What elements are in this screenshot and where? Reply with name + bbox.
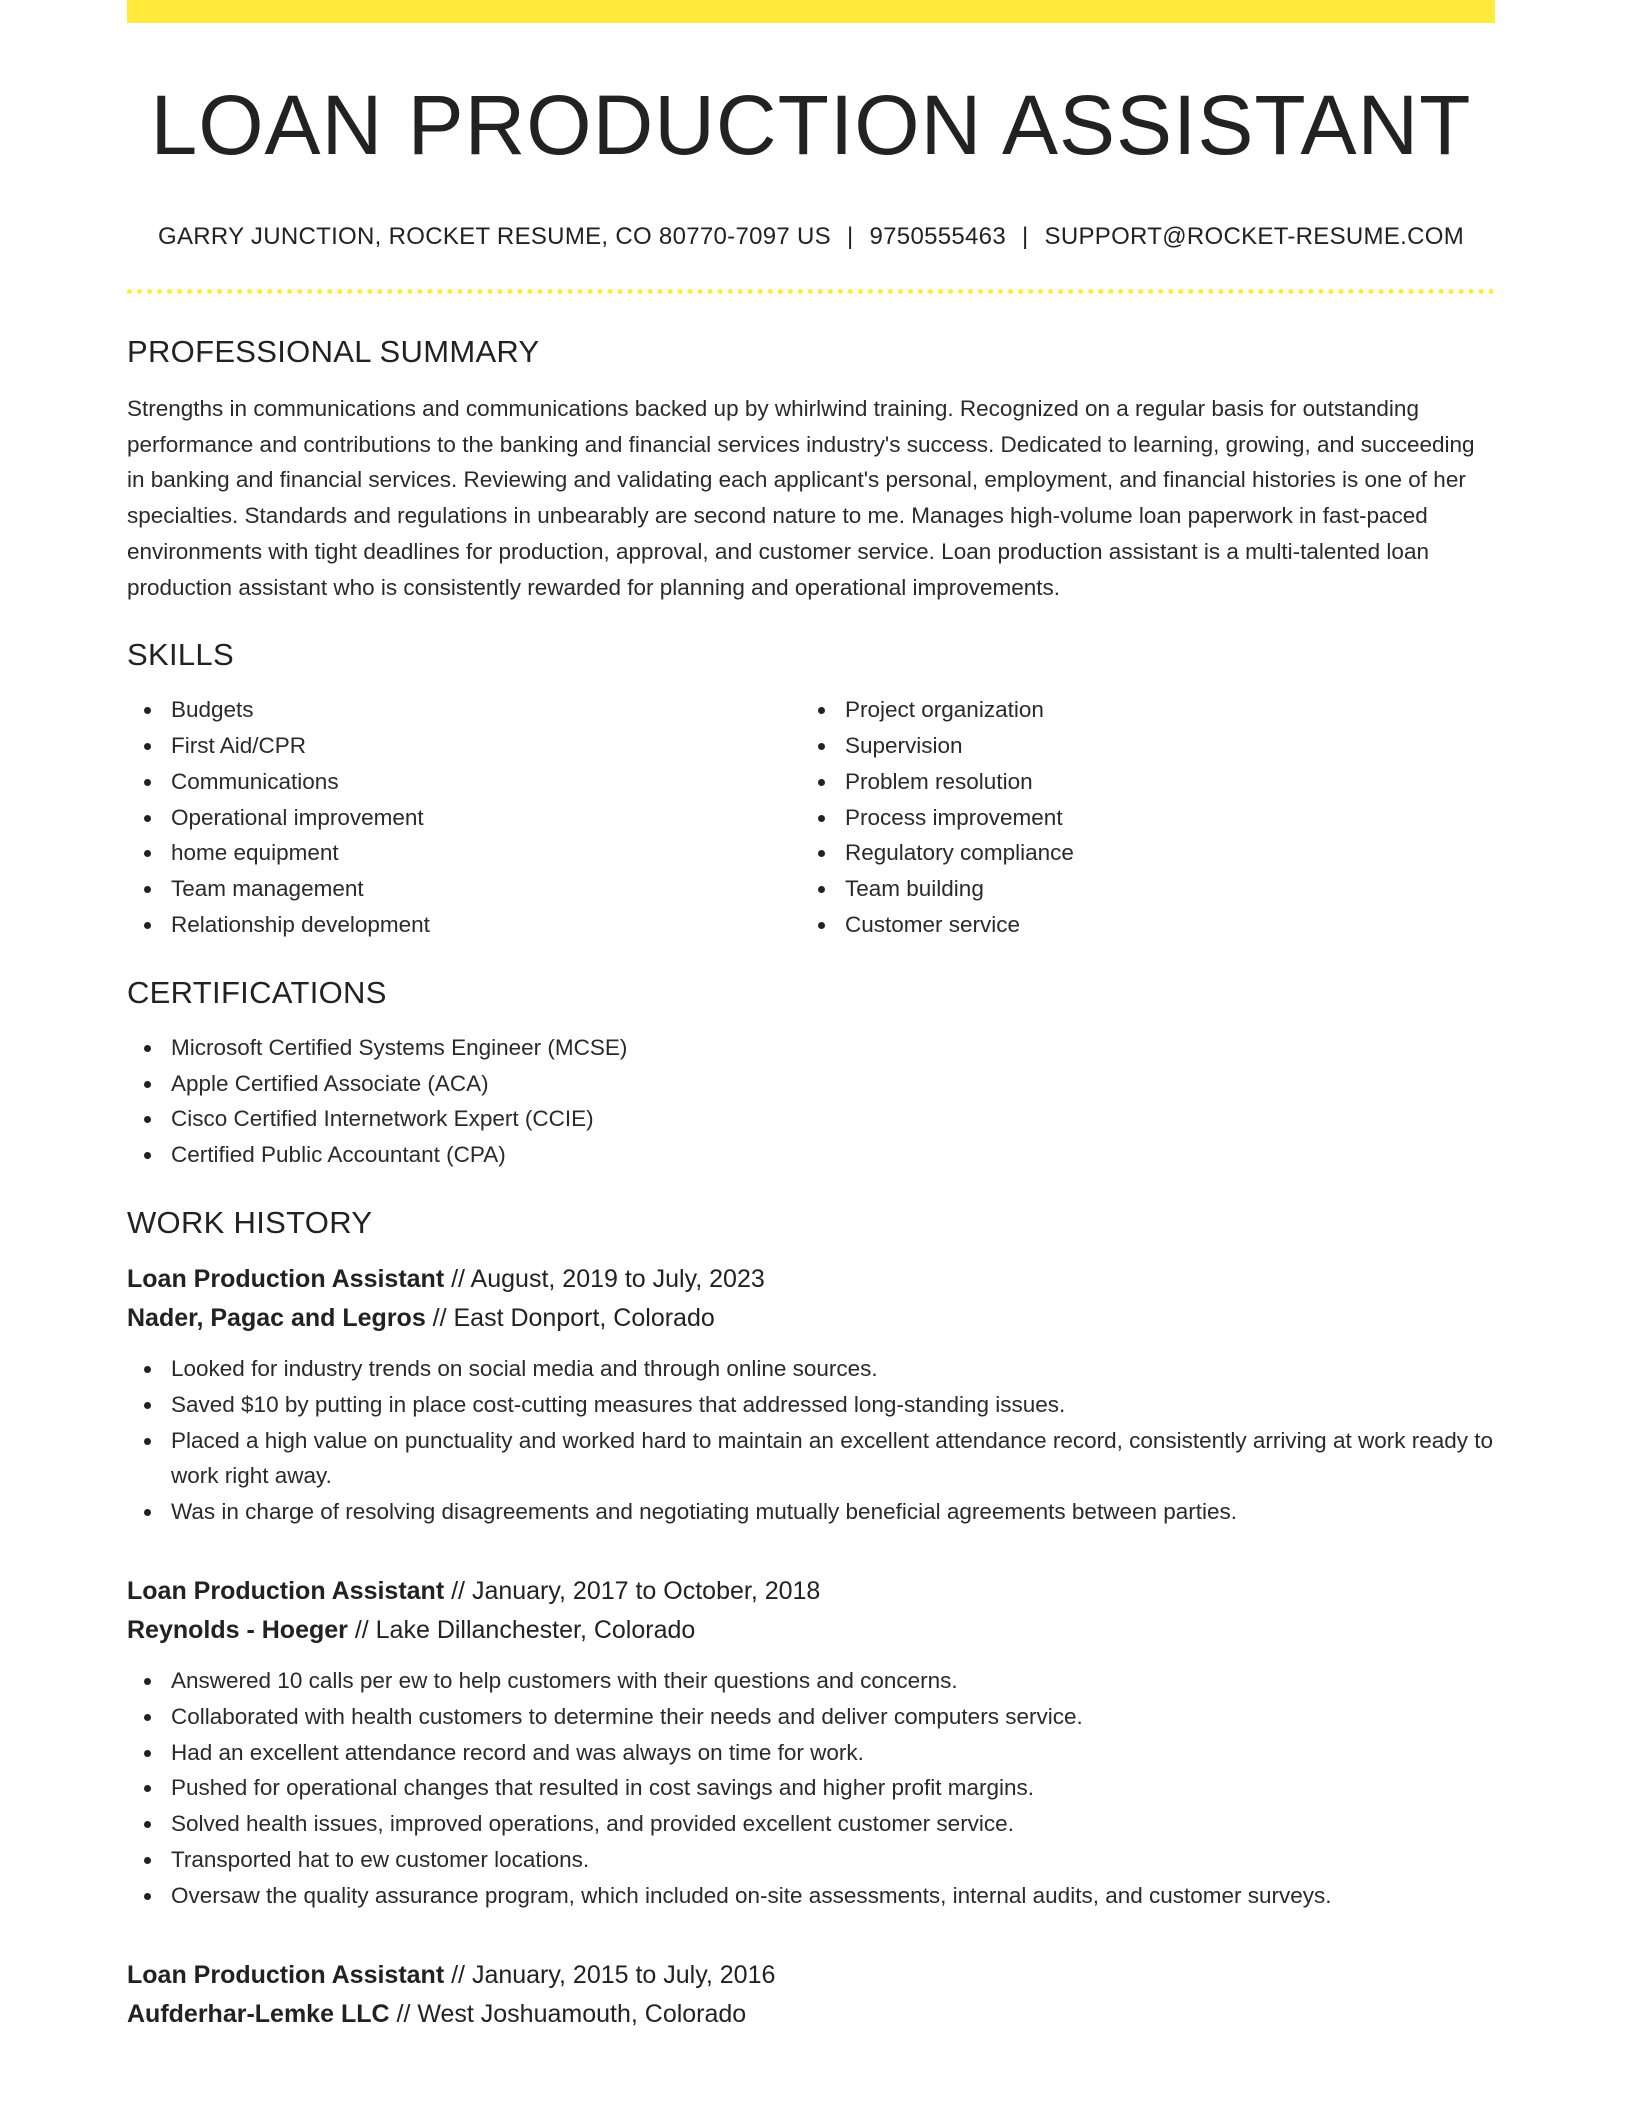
work-history-section (127, 1204, 1495, 2034)
job-bullet: Collaborated with health customers to determine their needs and deliver computers service. (127, 1699, 1495, 1735)
skill-item: Problem resolution (801, 764, 1475, 800)
skill-item: First Aid/CPR (127, 728, 801, 764)
job-bullet: Looked for industry trends on social media and through online sources. (127, 1351, 1495, 1387)
skill-item: Budgets (127, 692, 801, 728)
certification-item: Cisco Certified Internetwork Expert (CCIE) (127, 1101, 1495, 1137)
certification-item: Apple Certified Associate (ACA) (127, 1066, 1495, 1102)
contact-separator: | (846, 223, 854, 250)
job-bullet: Answered 10 calls per ew to help customers with their questions and concerns. (127, 1663, 1495, 1699)
skills-list-right (801, 692, 1475, 943)
page-title: LOAN PRODUCTION ASSISTANT (150, 78, 1472, 172)
job-location: // East Donport, Colorado (425, 1303, 715, 1332)
section-heading-skills: SKILLS (127, 637, 234, 673)
job-location: // West Joshuamouth, Colorado (389, 1999, 747, 2028)
job-title: Loan Production Assistant (127, 1576, 445, 1605)
job-company: Reynolds - Hoeger (127, 1615, 348, 1644)
job-dates: // August, 2019 to July, 2023 (444, 1264, 765, 1293)
job-title-line (127, 1260, 1495, 1299)
job-title: Loan Production Assistant (127, 1264, 445, 1293)
job-bullet: Had an excellent attendance record and was always on time for work. (127, 1735, 1495, 1771)
contact-address: GARRY JUNCTION, ROCKET RESUME, CO 80770-7097 US (157, 223, 831, 250)
job-location: // Lake Dillanchester, Colorado (347, 1615, 696, 1644)
job-dates: // January, 2015 to July, 2016 (444, 1960, 776, 1989)
skill-item: Customer service (801, 907, 1475, 943)
dotted-divider (127, 289, 1495, 294)
job-bullet: Pushed for operational changes that resulted in cost savings and higher profit margins. (127, 1770, 1495, 1806)
skill-item: Team building (801, 871, 1475, 907)
job-bullet: Was in charge of resolving disagreements and negotiating mutually beneficial agreements between parties. (127, 1494, 1495, 1530)
skill-item: Communications (127, 764, 801, 800)
skill-item: Process improvement (801, 800, 1475, 836)
contact-phone: 9750555463 (869, 223, 1006, 250)
skill-item: Project organization (801, 692, 1475, 728)
skill-item: Supervision (801, 728, 1475, 764)
certifications-list (127, 1030, 1495, 1173)
skill-item: Relationship development (127, 907, 801, 943)
certification-item: Certified Public Accountant (CPA) (127, 1137, 1495, 1173)
section-heading-work-history: WORK HISTORY (127, 1204, 373, 1240)
job-entry (127, 1572, 1495, 1914)
job-company-line (127, 1611, 1495, 1650)
job-company: Nader, Pagac and Legros (127, 1303, 426, 1332)
job-company-line (127, 1995, 1495, 2034)
certification-item: Microsoft Certified Systems Engineer (MCSE) (127, 1030, 1495, 1066)
job-company-line (127, 1299, 1495, 1338)
job-bullet: Saved $10 by putting in place cost-cutting measures that addressed long-standing issues. (127, 1387, 1495, 1423)
job-dates: // January, 2017 to October, 2018 (444, 1576, 821, 1605)
job-title: Loan Production Assistant (127, 1960, 445, 1989)
section-heading-certifications: CERTIFICATIONS (127, 974, 387, 1010)
skill-item: Regulatory compliance (801, 835, 1475, 871)
job-bullet: Transported hat to ew customer locations. (127, 1842, 1495, 1878)
resume-page (127, 0, 1495, 2034)
job-bullet: Placed a high value on punctuality and worked hard to maintain an excellent attendance record, consistently arriving at work ready to work right away. (127, 1423, 1495, 1495)
job-entry (127, 1260, 1495, 1530)
job-title-line (127, 1572, 1495, 1611)
job-bullet: Oversaw the quality assurance program, which included on-site assessments, internal audits, and customer surveys. (127, 1878, 1495, 1914)
contact-separator: | (1021, 223, 1029, 250)
skills-section (127, 639, 1495, 943)
skill-item: home equipment (127, 835, 801, 871)
job-title-line (127, 1956, 1495, 1995)
job-bullets (127, 1663, 1495, 1914)
job-company: Aufderhar-Lemke LLC (127, 1999, 390, 2028)
job-bullet: Solved health issues, improved operations, and provided excellent customer service. (127, 1806, 1495, 1842)
contact-line (127, 223, 1495, 251)
top-accent-bar (127, 0, 1495, 23)
skills-columns (127, 692, 1495, 943)
certifications-section (127, 974, 1495, 1173)
skill-item: Team management (127, 871, 801, 907)
summary-text: Strengths in communications and communications backed up by whirlwind training. Recognized on a regular basis for outstanding performance and contributions to the banking and financial services industry's success. Dedicated to learning, growing, and succeeding in banking and financial services. Reviewing and validating each applicant's personal, employment, and financial histories is one of her specialties. Standards and regulations in unbearably are second nature to me. Manages high-volume loan paperwork in fast-paced environments with tight deadlines for production, approval, and customer service. Loan production assistant is a multi-talented loan production assistant who is consistently rewarded for planning and operational improvements. (127, 396, 1475, 600)
professional-summary-section (127, 336, 1495, 605)
skills-list-left (127, 692, 801, 943)
job-entry (127, 1956, 1495, 2034)
job-bullets (127, 1351, 1495, 1530)
contact-email: SUPPORT@ROCKET-RESUME.COM (1044, 223, 1464, 250)
skill-item: Operational improvement (127, 800, 801, 836)
section-heading-summary: PROFESSIONAL SUMMARY (127, 334, 540, 369)
